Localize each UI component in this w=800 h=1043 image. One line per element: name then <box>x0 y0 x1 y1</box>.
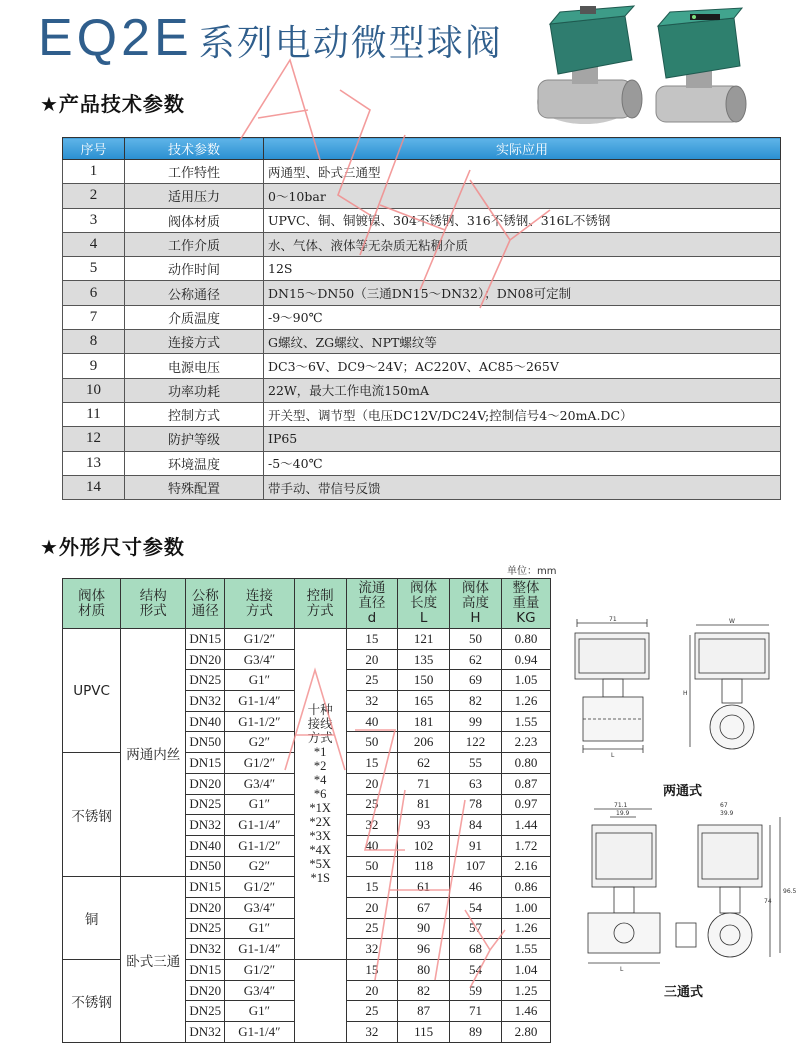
spec-no: 8 <box>63 330 125 354</box>
dims-heading: ★外形尺寸参数 <box>40 535 185 559</box>
weight: 2.23 <box>501 732 550 753</box>
body-length: 61 <box>398 877 450 898</box>
nominal-diameter: DN25 <box>186 794 225 815</box>
spec-row <box>63 378 781 402</box>
nominal-diameter: DN40 <box>186 711 225 732</box>
material-cell: 不锈钢 <box>63 960 121 1043</box>
two-way-label: 两通式 <box>663 784 703 799</box>
drawing-three-way <box>580 803 795 983</box>
body-length: 71 <box>398 773 450 794</box>
weight: 0.94 <box>501 649 550 670</box>
weight: 0.80 <box>501 629 550 650</box>
flow-diameter: 15 <box>346 753 398 774</box>
flow-diameter: 32 <box>346 1022 398 1043</box>
spec-row <box>63 305 781 329</box>
weight: 2.16 <box>501 856 550 877</box>
spec-row <box>63 330 781 354</box>
body-height: 99 <box>450 711 502 732</box>
weight: 0.87 <box>501 773 550 794</box>
connection: G1-1/4″ <box>225 1022 295 1043</box>
nominal-diameter: DN15 <box>186 753 225 774</box>
weight: 1.04 <box>501 960 550 981</box>
spec-application: 0～10bar <box>264 184 781 208</box>
weight: 1.44 <box>501 815 550 836</box>
flow-diameter: 40 <box>346 711 398 732</box>
flow-diameter: 40 <box>346 835 398 856</box>
body-length: 181 <box>398 711 450 732</box>
flow-diameter: 20 <box>346 980 398 1001</box>
nominal-diameter: DN15 <box>186 629 225 650</box>
dims-col-header: 控制 方式 <box>294 579 346 629</box>
material-cell: 铜 <box>63 877 121 960</box>
spec-row <box>63 160 781 184</box>
flow-diameter: 32 <box>346 691 398 712</box>
svg-text:74: 74 <box>764 898 772 905</box>
connection: G1-1/4″ <box>225 691 295 712</box>
body-height: 63 <box>450 773 502 794</box>
spec-no: 7 <box>63 305 125 329</box>
spec-application: IP65 <box>264 427 781 451</box>
nominal-diameter: DN20 <box>186 980 225 1001</box>
connection: G1″ <box>225 1001 295 1022</box>
flow-diameter: 20 <box>346 897 398 918</box>
svg-text:19.9: 19.9 <box>616 810 630 817</box>
flow-diameter: 50 <box>346 732 398 753</box>
product-photo-three-way <box>650 4 750 132</box>
spec-row <box>63 184 781 208</box>
svg-text:71: 71 <box>609 616 617 623</box>
flow-diameter: 20 <box>346 649 398 670</box>
spec-row <box>63 281 781 305</box>
nominal-diameter: DN32 <box>186 1022 225 1043</box>
nominal-diameter: DN20 <box>186 649 225 670</box>
flow-diameter: 15 <box>346 960 398 981</box>
spec-application: UPVC、铜、铜镀镍、304不锈钢、316不锈钢、316L不锈钢 <box>264 208 781 232</box>
page-title <box>38 8 503 68</box>
body-height: 107 <box>450 856 502 877</box>
spec-no: 10 <box>63 378 125 402</box>
body-height: 91 <box>450 835 502 856</box>
spec-application: 两通型、卧式三通型 <box>264 160 781 184</box>
dims-col-header: 结构 形式 <box>121 579 186 629</box>
body-length: 96 <box>398 939 450 960</box>
svg-text:H: H <box>683 690 688 697</box>
spec-row <box>63 451 781 475</box>
flow-diameter: 15 <box>346 877 398 898</box>
connection: G1/2″ <box>225 877 295 898</box>
spec-application: DN15～DN50（三通DN15～DN32）；DN08可定制 <box>264 281 781 305</box>
spec-application: 12S <box>264 257 781 281</box>
spec-no: 11 <box>63 402 125 426</box>
body-length: 67 <box>398 897 450 918</box>
material-cell: UPVC <box>63 629 121 753</box>
dims-header-row <box>63 579 551 629</box>
spec-no: 1 <box>63 160 125 184</box>
connection: G1/2″ <box>225 629 295 650</box>
body-length: 87 <box>398 1001 450 1022</box>
body-length: 150 <box>398 670 450 691</box>
nominal-diameter: DN20 <box>186 897 225 918</box>
nominal-diameter: DN32 <box>186 815 225 836</box>
body-height: 82 <box>450 691 502 712</box>
product-photo-two-way <box>530 2 645 130</box>
weight: 1.55 <box>501 939 550 960</box>
spec-row <box>63 402 781 426</box>
dims-col-header: 整体 重量 KG <box>501 579 550 629</box>
control-method-cell: 十种 接线 方式 *1 *2 *4 *6 *1X *2X *3X *4X *5X *1S <box>294 629 346 960</box>
connection: G1-1/2″ <box>225 711 295 732</box>
body-length: 80 <box>398 960 450 981</box>
spec-application: DC3～6V、DC9～24V；AC220V、AC85～265V <box>264 354 781 378</box>
spec-table <box>62 137 781 500</box>
weight: 0.86 <box>501 877 550 898</box>
body-height: 69 <box>450 670 502 691</box>
dims-col-header: 流通 直径 d <box>346 579 398 629</box>
spec-application: 水、气体、液体等无杂质无粘稠介质 <box>264 232 781 256</box>
col-param: 技术参数 <box>125 138 264 160</box>
spec-application: 带手动、带信号反馈 <box>264 475 781 499</box>
weight: 2.80 <box>501 1022 550 1043</box>
weight: 1.25 <box>501 980 550 1001</box>
nominal-diameter: DN32 <box>186 691 225 712</box>
body-height: 57 <box>450 918 502 939</box>
dims-col-header: 连接 方式 <box>225 579 295 629</box>
spec-param: 环境温度 <box>125 451 264 475</box>
spec-heading: ★产品技术参数 <box>40 92 185 116</box>
dims-col-header: 公称 通径 <box>186 579 225 629</box>
weight: 1.46 <box>501 1001 550 1022</box>
nominal-diameter: DN50 <box>186 732 225 753</box>
weight: 1.05 <box>501 670 550 691</box>
spec-no: 2 <box>63 184 125 208</box>
body-height: 78 <box>450 794 502 815</box>
body-height: 46 <box>450 877 502 898</box>
body-length: 135 <box>398 649 450 670</box>
spec-no: 4 <box>63 232 125 256</box>
spec-row <box>63 475 781 499</box>
flow-diameter: 32 <box>346 815 398 836</box>
body-height: 89 <box>450 1022 502 1043</box>
three-way-label: 三通式 <box>664 985 704 1000</box>
body-length: 62 <box>398 753 450 774</box>
connection: G1-1/2″ <box>225 835 295 856</box>
body-height: 68 <box>450 939 502 960</box>
svg-text:W: W <box>729 618 735 625</box>
spec-application: 22W，最大工作电流150mA <box>264 378 781 402</box>
weight: 1.72 <box>501 835 550 856</box>
body-height: 71 <box>450 1001 502 1022</box>
body-length: 206 <box>398 732 450 753</box>
body-length: 118 <box>398 856 450 877</box>
series-name: 系列电动微型球阀 <box>198 23 503 64</box>
spec-row <box>63 257 781 281</box>
spec-application: -9～90℃ <box>264 305 781 329</box>
flow-diameter: 15 <box>346 629 398 650</box>
spec-row <box>63 427 781 451</box>
nominal-diameter: DN25 <box>186 918 225 939</box>
body-length: 93 <box>398 815 450 836</box>
flow-diameter: 20 <box>346 773 398 794</box>
dims-col-header: 阀体 材质 <box>63 579 121 629</box>
flow-diameter: 25 <box>346 670 398 691</box>
connection: G3/4″ <box>225 773 295 794</box>
connection: G3/4″ <box>225 980 295 1001</box>
connection: G3/4″ <box>225 897 295 918</box>
spec-application: G螺纹、ZG螺纹、NPT螺纹等 <box>264 330 781 354</box>
body-height: 62 <box>450 649 502 670</box>
nominal-diameter: DN20 <box>186 773 225 794</box>
flow-diameter: 50 <box>346 856 398 877</box>
body-height: 59 <box>450 980 502 1001</box>
connection: G1″ <box>225 670 295 691</box>
spec-row <box>63 232 781 256</box>
drawing-two-way <box>565 615 790 775</box>
weight: 0.80 <box>501 753 550 774</box>
spec-param: 工作介质 <box>125 232 264 256</box>
spec-no: 13 <box>63 451 125 475</box>
body-length: 81 <box>398 794 450 815</box>
model-code: EQ2E <box>38 9 193 67</box>
spec-param: 动作时间 <box>125 257 264 281</box>
flow-diameter: 25 <box>346 794 398 815</box>
spec-no: 14 <box>63 475 125 499</box>
spec-param: 介质温度 <box>125 305 264 329</box>
spec-param: 特殊配置 <box>125 475 264 499</box>
body-height: 54 <box>450 897 502 918</box>
connection: G1″ <box>225 794 295 815</box>
nominal-diameter: DN15 <box>186 960 225 981</box>
body-length: 121 <box>398 629 450 650</box>
body-length: 82 <box>398 980 450 1001</box>
spec-no: 3 <box>63 208 125 232</box>
spec-row <box>63 354 781 378</box>
spec-no: 9 <box>63 354 125 378</box>
spec-param: 防护等级 <box>125 427 264 451</box>
spec-param: 控制方式 <box>125 402 264 426</box>
spec-param: 电源电压 <box>125 354 264 378</box>
spec-application: -5～40℃ <box>264 451 781 475</box>
col-no: 序号 <box>63 138 125 160</box>
connection: G1-1/4″ <box>225 815 295 836</box>
spec-param: 工作特性 <box>125 160 264 184</box>
spec-param: 适用压力 <box>125 184 264 208</box>
body-height: 122 <box>450 732 502 753</box>
body-height: 55 <box>450 753 502 774</box>
body-length: 115 <box>398 1022 450 1043</box>
body-length: 90 <box>398 918 450 939</box>
connection: G2″ <box>225 856 295 877</box>
material-cell: 不锈钢 <box>63 753 121 877</box>
dims-col-header: 阀体 长度 L <box>398 579 450 629</box>
svg-text:39.9: 39.9 <box>720 810 734 817</box>
spec-param: 公称通径 <box>125 281 264 305</box>
dims-table <box>62 578 551 1043</box>
nominal-diameter: DN25 <box>186 1001 225 1022</box>
weight: 1.26 <box>501 691 550 712</box>
spec-header-row <box>63 138 781 160</box>
connection: G3/4″ <box>225 649 295 670</box>
spec-no: 5 <box>63 257 125 281</box>
nominal-diameter: DN40 <box>186 835 225 856</box>
weight: 1.26 <box>501 918 550 939</box>
body-height: 84 <box>450 815 502 836</box>
connection: G1″ <box>225 918 295 939</box>
connection: G2″ <box>225 732 295 753</box>
spec-application: 开关型、调节型（电压DC12V/DC24V;控制信号4～20mA.DC） <box>264 402 781 426</box>
structure-cell: 卧式三通 <box>121 877 186 1043</box>
body-length: 102 <box>398 835 450 856</box>
col-application: 实际应用 <box>264 138 781 160</box>
spec-param: 功率功耗 <box>125 378 264 402</box>
weight: 1.00 <box>501 897 550 918</box>
control-method-empty <box>294 960 346 1043</box>
flow-diameter: 25 <box>346 918 398 939</box>
body-height: 54 <box>450 960 502 981</box>
structure-cell: 两通内丝 <box>121 629 186 877</box>
svg-text:71.1: 71.1 <box>614 802 628 809</box>
flow-diameter: 32 <box>346 939 398 960</box>
weight: 1.55 <box>501 711 550 732</box>
nominal-diameter: DN50 <box>186 856 225 877</box>
flow-diameter: 25 <box>346 1001 398 1022</box>
unit-label: 单位：mm <box>507 566 557 577</box>
nominal-diameter: DN32 <box>186 939 225 960</box>
weight: 0.97 <box>501 794 550 815</box>
body-length: 165 <box>398 691 450 712</box>
spec-param: 阀体材质 <box>125 208 264 232</box>
nominal-diameter: DN25 <box>186 670 225 691</box>
svg-text:L: L <box>611 752 615 759</box>
svg-text:L: L <box>620 966 624 973</box>
spec-param: 连接方式 <box>125 330 264 354</box>
nominal-diameter: DN15 <box>186 877 225 898</box>
svg-text:96.5: 96.5 <box>783 888 797 895</box>
svg-text:67: 67 <box>720 802 728 809</box>
dims-col-header: 阀体 高度 H <box>450 579 502 629</box>
dims-row <box>63 629 551 650</box>
spec-row <box>63 208 781 232</box>
body-height: 50 <box>450 629 502 650</box>
connection: G1-1/4″ <box>225 939 295 960</box>
spec-no: 6 <box>63 281 125 305</box>
spec-no: 12 <box>63 427 125 451</box>
connection: G1/2″ <box>225 960 295 981</box>
connection: G1/2″ <box>225 753 295 774</box>
